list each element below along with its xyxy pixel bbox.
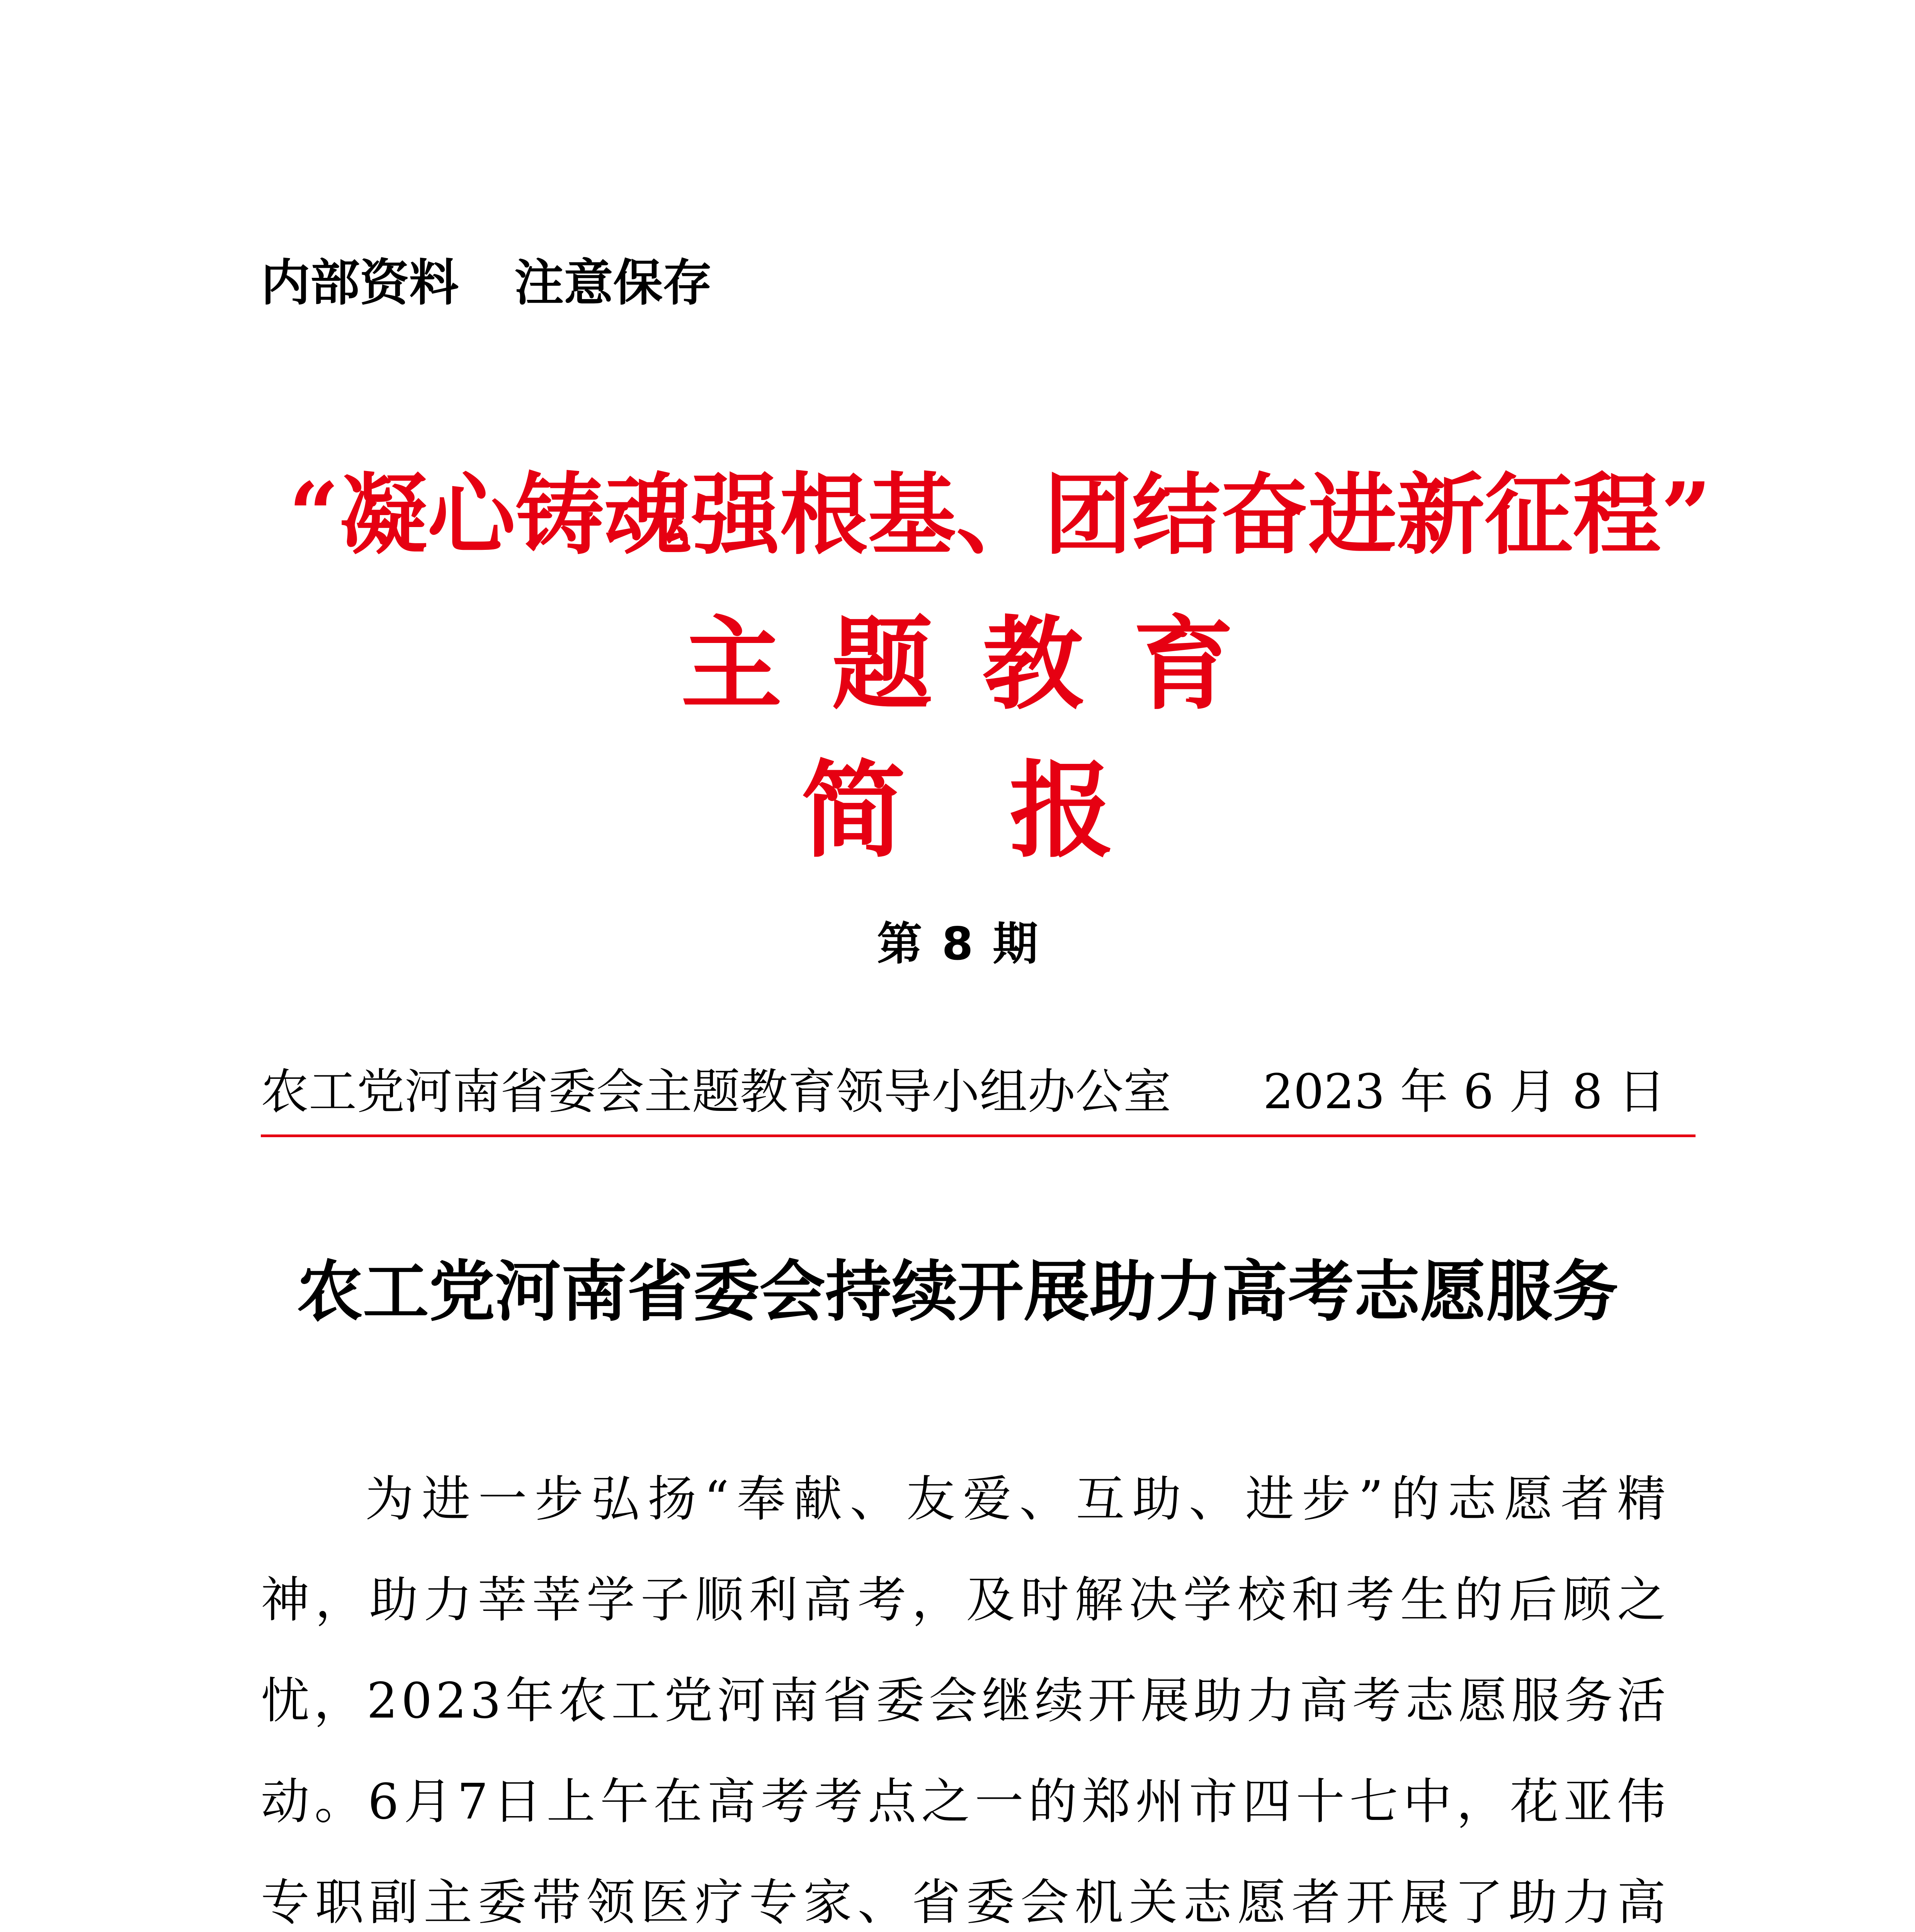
header-note — [261, 256, 712, 310]
body-line: 动。6月7日上午在高考考点之一的郑州市四十七中，花亚伟 — [261, 1773, 1669, 1830]
bulletin-subtitle: 主 题 教 育 — [681, 605, 1234, 723]
body-line: 神，助力莘莘学子顺利高考，及时解决学校和考生的后顾之 — [261, 1571, 1669, 1628]
classification-label: 内部资料 — [261, 254, 459, 312]
issuer-name: 农工党河南省委会主题教育领导小组办公室 — [261, 1064, 1172, 1120]
body-line: 忧，2023年农工党河南省委会继续开展助力高考志愿服务活 — [261, 1672, 1669, 1729]
article-headline: 农工党河南省委会持续开展助力高考志愿服务 — [297, 1253, 1618, 1330]
issue-date: 2023 年 6 月 8 日 — [1263, 1064, 1666, 1120]
red-divider — [261, 1134, 1696, 1137]
article-body — [261, 1449, 1669, 1932]
body-line: 专职副主委带领医疗专家、省委会机关志愿者开展了助力高 — [261, 1874, 1669, 1931]
issue-number: 第 8 期 — [877, 917, 1038, 970]
notice-label: 注意保存 — [514, 254, 713, 312]
body-line: 为进一步弘扬“奉献、友爱、互助、进步”的志愿者精 — [365, 1471, 1669, 1527]
bulletin-name: 简 报 — [801, 749, 1114, 872]
bulletin-title: “凝心铸魂强根基、团结奋进新征程” — [288, 463, 1712, 566]
